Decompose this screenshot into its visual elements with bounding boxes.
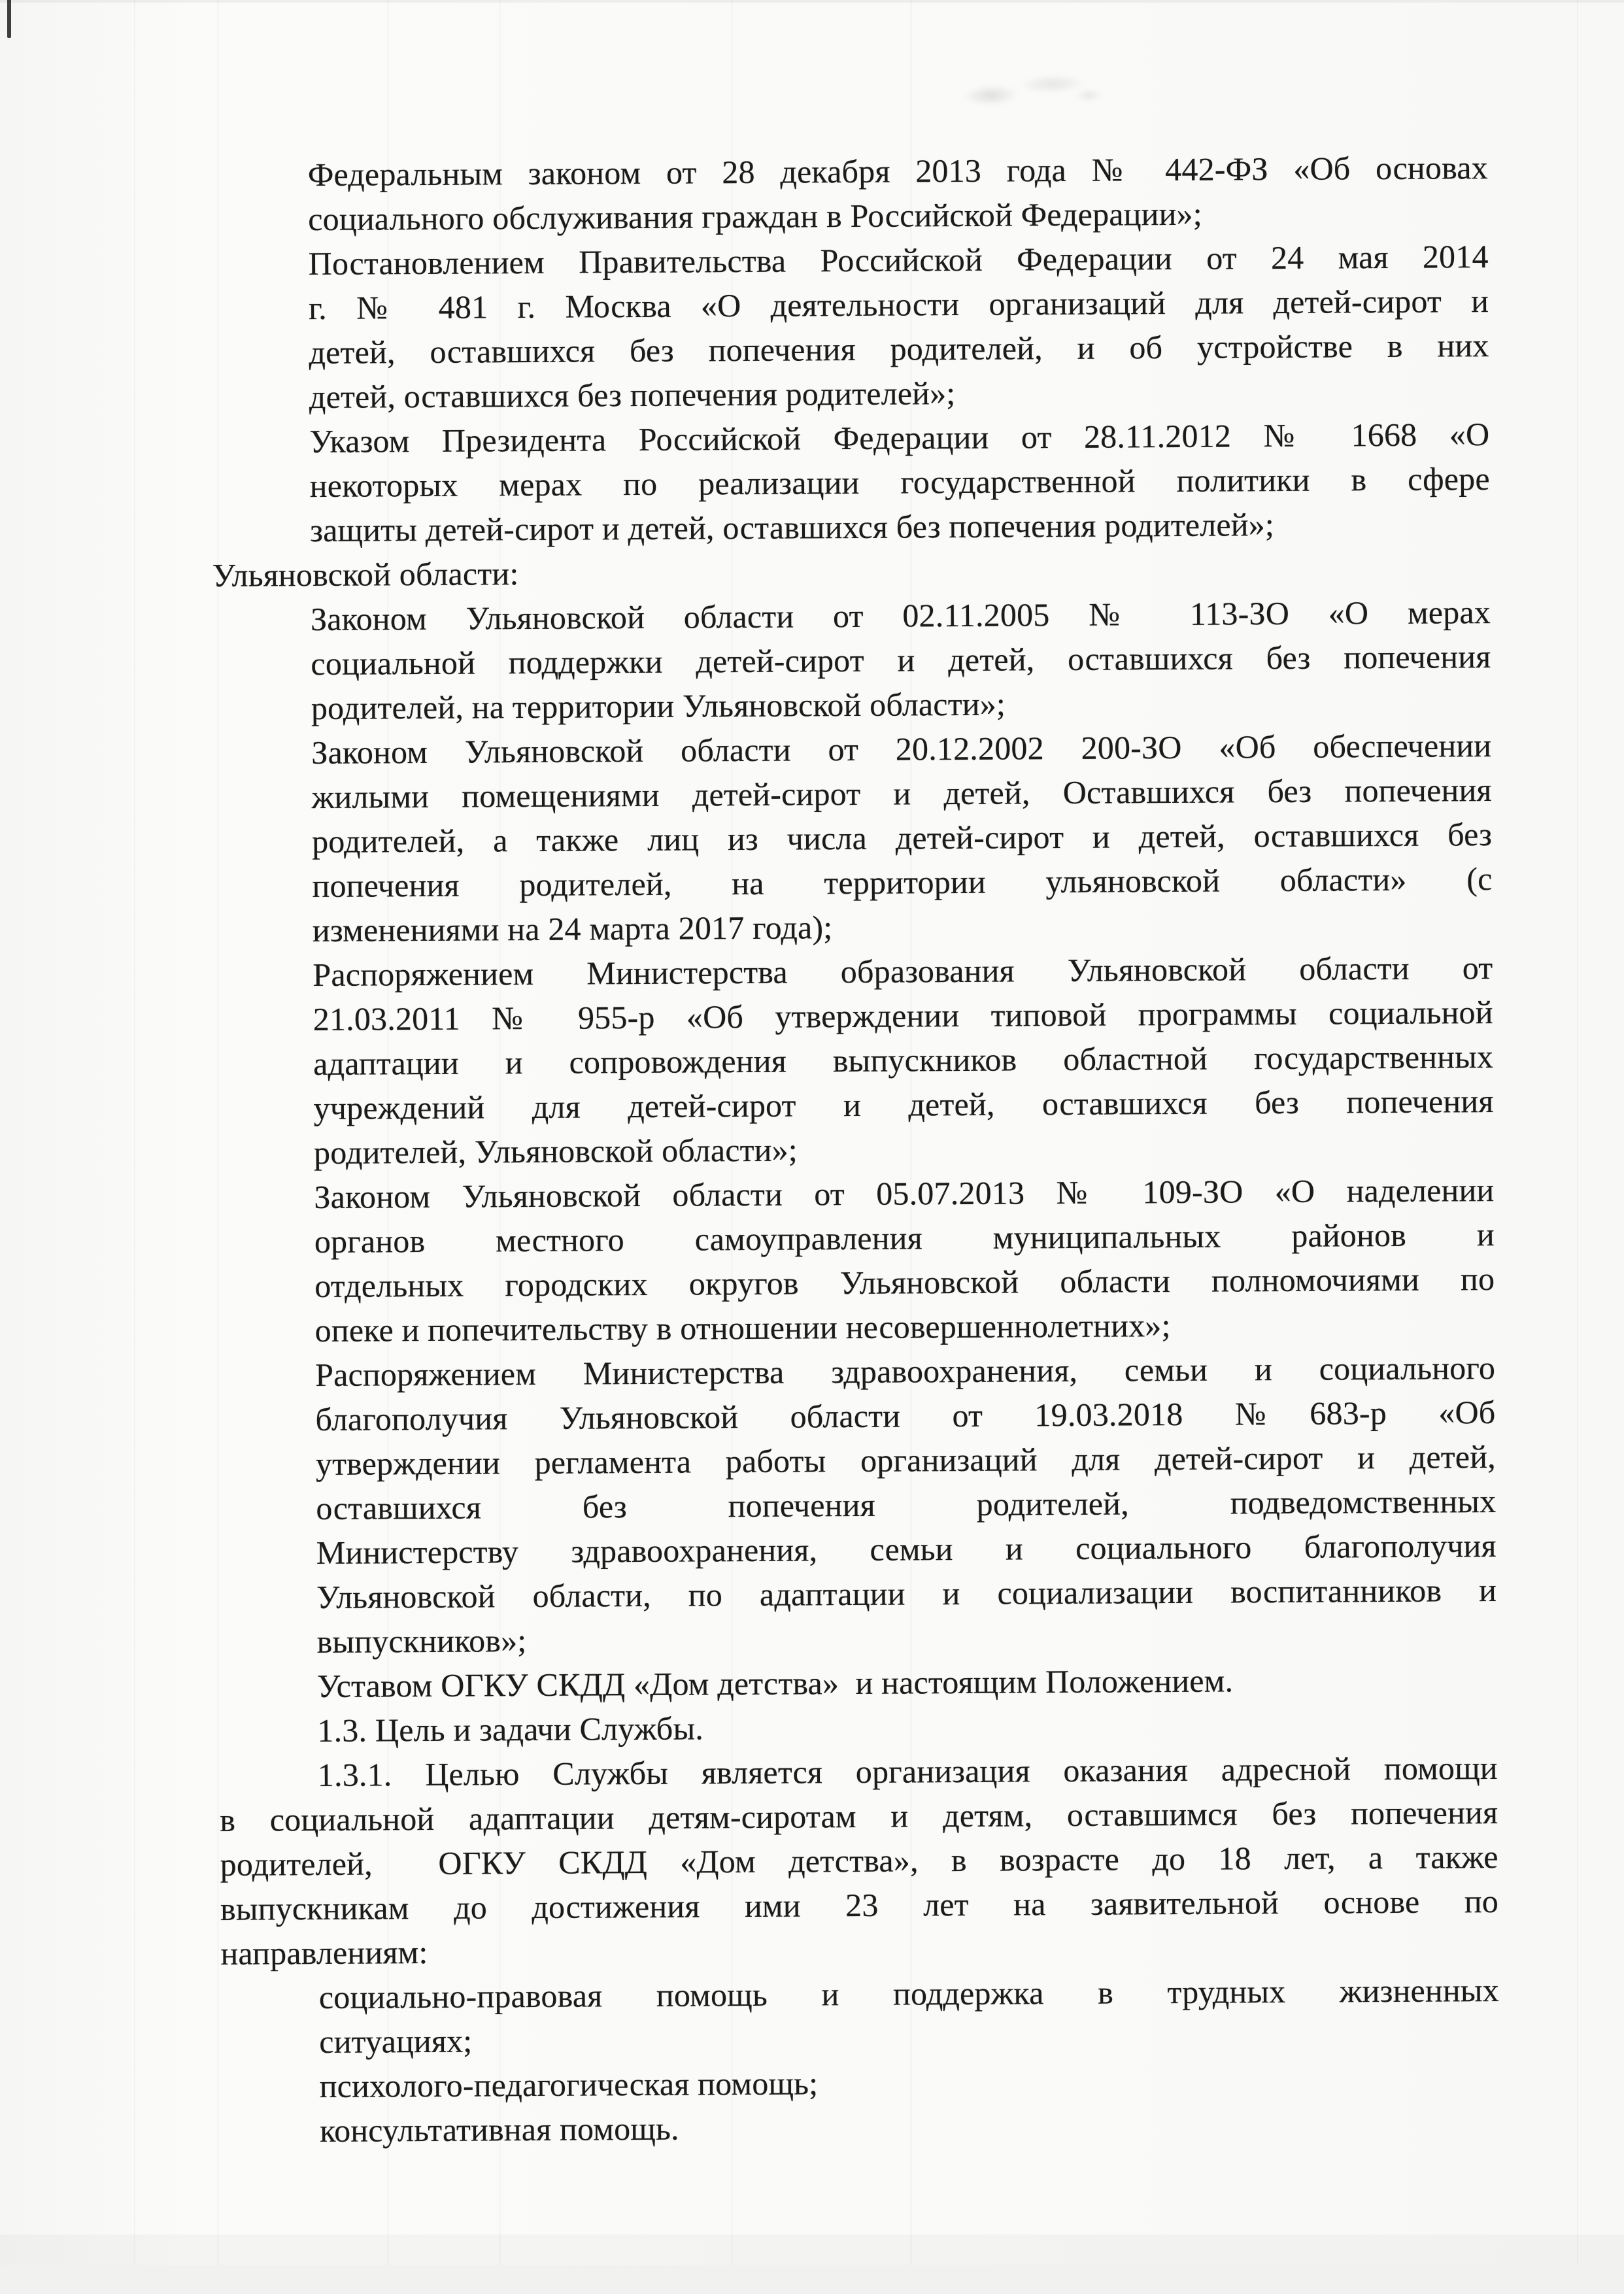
text-line: 1.3. Цель и задачи Службы.	[317, 1710, 704, 1749]
text-line: социального обслуживания граждан в Российской Федерации»;	[308, 195, 1203, 238]
text-line: Ульяновской области:	[212, 555, 519, 594]
scan-bottom-band	[0, 2235, 1624, 2265]
paragraph	[308, 145, 1489, 241]
paragraph	[319, 1968, 1500, 2064]
text-line: защиты детей-сирот и детей, оставшихся без попечения родителей»;	[310, 506, 1275, 549]
paragraph	[311, 590, 1491, 730]
paragraph	[315, 1345, 1497, 1664]
text-line: учреждений для детей-сирот и детей, оставшихся без попечения	[313, 1083, 1494, 1127]
text-line: некоторых мерах по реализации государственной политики в сфере	[309, 460, 1490, 505]
text-line: попечения родителей, на территории ульяновской области» (с	[312, 860, 1493, 905]
text-line: Распоряжением Министерства здравоохранения, семьи и социального	[314, 1349, 1496, 1394]
paragraph	[317, 1657, 1497, 1708]
text-line: Уставом ОГКУ СКДД «Дом детства» и настоящим Положением.	[316, 1662, 1234, 1705]
paragraph	[314, 1168, 1495, 1353]
text-line: изменениями на 24 марта 2017 года);	[312, 909, 833, 949]
paragraph	[311, 723, 1493, 953]
text-line: социально-правовая помощь и поддержка в трудных жизненных	[318, 1972, 1500, 2016]
paragraph	[309, 234, 1490, 419]
text-line: утверждении регламента работы организаций для детей-сирот и детей,	[315, 1438, 1497, 1483]
text-line: Законом Ульяновской области от 05.07.2013 № 109-ЗО «О наделении	[314, 1172, 1495, 1216]
text-line: жилыми помещениями детей-сирот и детей, Оставшихся без попечения	[311, 771, 1492, 816]
text-line: благополучия Ульяновской области от 19.03.2018 №683-р «Об	[315, 1394, 1496, 1438]
text-line: адаптации и сопровождения выпускников областной государственных	[313, 1038, 1494, 1083]
scan-page-edge	[0, 2265, 1624, 2294]
text-line: Распоряжением Министерства образования Ульяновской области от	[313, 949, 1493, 994]
text-line: отдельных городских округов Ульяновской области полномочиями по	[314, 1260, 1495, 1305]
text-line: г. № 481 г. Москва «О деятельности организаций для детей-сирот и	[308, 282, 1489, 327]
text-line: родителей, ОГКУ СКДД «Дом детства», в возрасте до 18 лет, а также	[220, 1838, 1498, 1883]
text-line: консультативная помощь.	[319, 2110, 679, 2150]
text-line: выпускникам до достижения ими 23 лет на заявительной основе по	[220, 1883, 1499, 1927]
paragraph	[212, 545, 1490, 598]
paragraph	[219, 1701, 1497, 1753]
text-line: родителей, Ульяновской области»;	[313, 1131, 798, 1172]
text-line: опеке и попечительству в отношении несовершеннолетних»;	[314, 1307, 1171, 1349]
scan-streak	[134, 0, 135, 2294]
text-line: ситуациях;	[319, 2022, 473, 2061]
text-line: социальной поддержки детей-сирот и детей, оставшихся без попечения	[311, 638, 1491, 683]
scan-smudge	[940, 58, 1106, 126]
paragraph	[320, 2057, 1500, 2108]
text-line: Постановлением Правительства Российской Федерации от 24 мая 2014	[308, 238, 1489, 282]
text-line: Министерству здравоохранения, семьи и социального благополучия	[316, 1527, 1497, 1572]
text-line: Федеральным законом от 28 декабря 2013 года № 442-ФЗ «Об основах	[307, 149, 1489, 194]
text-line: органов местного самоуправления муниципальных районов и	[314, 1216, 1495, 1260]
paragraph	[313, 945, 1494, 1175]
scan-binding-mark	[7, 0, 11, 38]
document-text	[210, 145, 1500, 2153]
text-line: родителей, на территории Ульяновской области»;	[311, 685, 1006, 727]
text-line: 21.03.2011 № 955-р «Об утверждении типовой программы социальной	[313, 994, 1493, 1038]
text-line: направлениям:	[220, 1934, 428, 1972]
text-line: Указом Президента Российской Федерации от 28.11.2012 № 1668 «О	[309, 416, 1490, 460]
text-line: Ульяновской области, по адаптации и социализации воспитанников и	[316, 1572, 1497, 1616]
text-line: в социальной адаптации детям-сиротам и детям, оставшимся без попечения	[220, 1794, 1498, 1838]
text-line: детей, оставшихся без попечения родителей, и об устройстве в них	[309, 327, 1489, 371]
paragraph	[220, 1746, 1499, 1976]
text-line: Законом Ульяновской области от 20.12.2002 200-ЗО «Об обеспечении	[311, 727, 1492, 771]
paragraph	[309, 412, 1490, 552]
scan-streak	[1577, 0, 1578, 2294]
text-line: родителей, а также лиц из числа детей-сирот и детей, оставшихся без	[311, 816, 1493, 860]
text-line: Законом Ульяновской области от 02.11.2005 № 113-ЗО «О мерах	[310, 594, 1491, 638]
text-line: психолого-педагогическая помощь;	[319, 2065, 819, 2105]
text-line: выпускников»;	[316, 1622, 527, 1661]
text-line: 1.3.1. Целью Службы является организация оказания адресной помощи	[317, 1749, 1498, 1794]
text-line: детей, оставшихся без попечения родителей»;	[309, 375, 956, 416]
text-line: оставшихся без попечения родителей, подведомственных	[316, 1483, 1497, 1527]
scan-top-edge	[0, 0, 1624, 3]
paragraph	[320, 2101, 1500, 2153]
